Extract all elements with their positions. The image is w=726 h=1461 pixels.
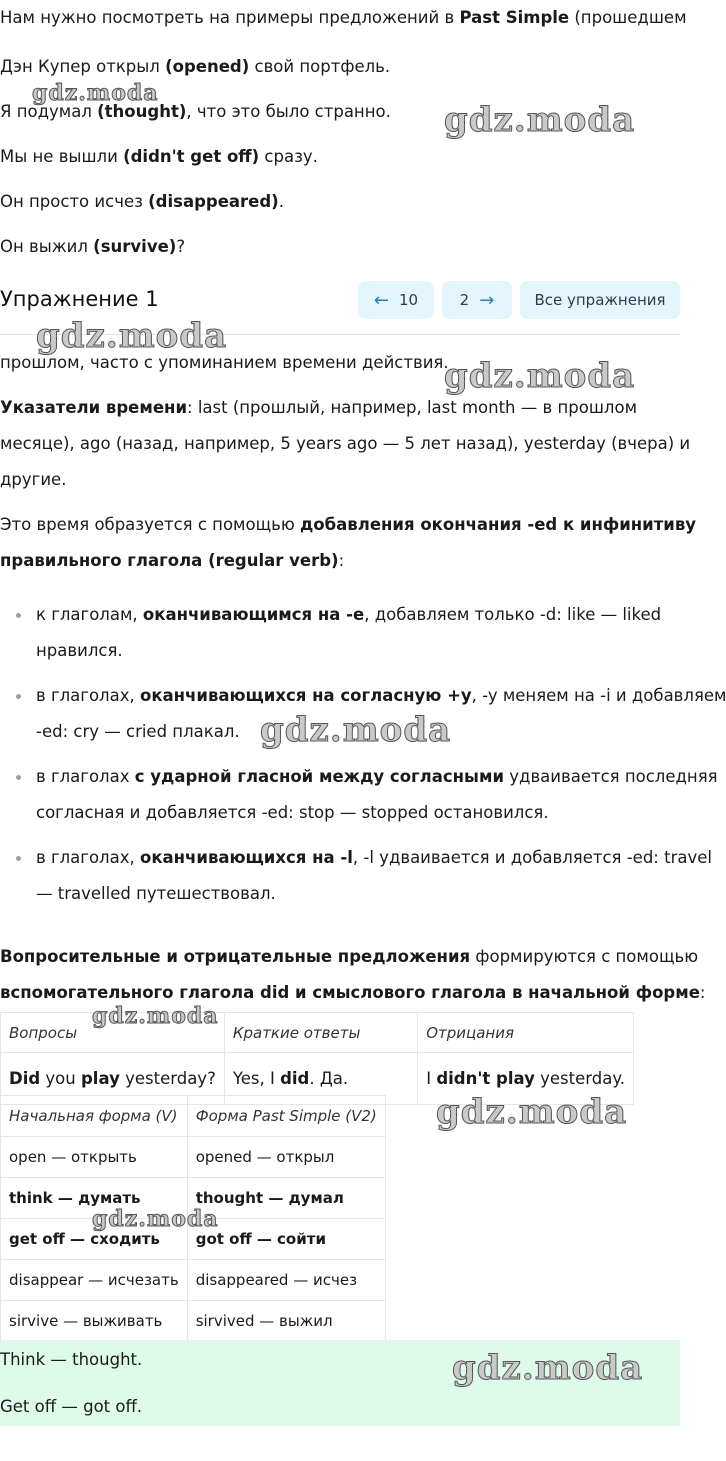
watermark: gdz.moda <box>92 1003 219 1029</box>
watermark: gdz.moda <box>436 1092 628 1132</box>
table-cell: sirvive — выживать <box>1 1301 188 1342</box>
intro-line-6: Он выжил (survive)? <box>0 237 186 256</box>
intro-line-3: Я подумал (thought), что это было странно. <box>0 102 391 121</box>
arrow-left-icon: ← <box>373 289 389 311</box>
prev-exercise-button[interactable]: ← 10 <box>358 281 434 319</box>
intro-line-5: Он просто исчез (disappeared). <box>0 192 284 211</box>
theory-line: прошлом, часто с упоминанием времени действия. <box>0 353 449 372</box>
table-header-row <box>1 1096 386 1137</box>
bullet-dot <box>16 775 21 780</box>
watermark: gdz.moda <box>444 356 636 396</box>
list-item-cont: нравился. <box>36 641 123 660</box>
table-row <box>1 1260 386 1301</box>
table-cell: I didn't play yesterday. <box>418 1053 634 1105</box>
questions-line-2: вспомогательного глагола did и смыслового глагола в начальной форме: <box>0 983 706 1002</box>
intro-line-2: Дэн Купер открыл (opened) свой портфель. <box>0 57 391 76</box>
time-markers-line-3: другие. <box>0 470 67 489</box>
formation-line-1: Это время образуется с помощью добавления окончания -ed к инфинитиву <box>0 515 697 534</box>
table-header-cell: Отрицания <box>418 1013 634 1053</box>
table-cell: open — открыть <box>1 1137 188 1178</box>
answer-line-2: Get off — got off. <box>0 1397 143 1416</box>
questions-line-1: Вопросительные и отрицательные предложения формируются с помощью <box>0 947 699 966</box>
intro-line-4: Мы не вышли (didn't get off) сразу. <box>0 147 318 166</box>
exercise-title: Упражнение 1 <box>0 287 159 311</box>
list-item-cont: — travelled путешествовал. <box>36 884 276 903</box>
table-header-cell: Вопросы <box>1 1013 225 1053</box>
list-item: в глаголах, оканчивающихся на согласную +y, -y меняем на -i и добавляем <box>36 686 726 705</box>
watermark: gdz.moda <box>92 1206 219 1232</box>
table-cell: Yes, I did. Да. <box>224 1053 417 1105</box>
watermark: gdz.moda <box>444 100 636 140</box>
list-item: в глаголах с ударной гласной между согласными удваивается последняя <box>36 767 718 786</box>
next-exercise-button[interactable]: 2 → <box>442 281 512 319</box>
watermark: gdz.moda <box>32 80 159 106</box>
table-cell: Did you play yesterday? <box>1 1053 225 1105</box>
table-header-cell: Форма Past Simple (V2) <box>187 1096 385 1137</box>
table-header-cell: Краткие ответы <box>224 1013 417 1053</box>
list-item-cont: согласная и добавляется -ed: stop — stopped остановился. <box>36 803 549 822</box>
table-row <box>1 1301 386 1342</box>
table-row <box>1 1137 386 1178</box>
time-markers-line-1: Указатели времени: last (прошлый, например, last month — в прошлом <box>0 398 638 417</box>
list-item-cont: -ed: cry — cried плакал. <box>36 722 240 741</box>
answer-line-1: Think — thought. <box>0 1350 143 1369</box>
watermark: gdz.moda <box>260 710 452 750</box>
bullet-dot <box>16 613 21 618</box>
table-cell: get off — сходить <box>1 1219 188 1260</box>
table-cell: thought — думал <box>187 1178 385 1219</box>
watermark: gdz.moda <box>452 1348 644 1388</box>
table-cell: think — думать <box>1 1178 188 1219</box>
table-cell: disappeared — исчез <box>187 1260 385 1301</box>
watermark: gdz.moda <box>36 316 228 356</box>
table-cell: sirvived — выжил <box>187 1301 385 1342</box>
time-markers-line-2: месяце), ago (назад, например, 5 years ago — 5 лет назад), yesterday (вчера) и <box>0 434 691 453</box>
table-cell: got off — сойти <box>187 1219 385 1260</box>
formation-line-2: правильного глагола (regular verb): <box>0 551 345 570</box>
list-item: в глаголах, оканчивающихся на -l, -l удваивается и добавляется -ed: travel <box>36 848 712 867</box>
bullet-dot <box>16 856 21 861</box>
intro-line-1: Нам нужно посмотреть на примеры предложений в Past Simple (прошедшем <box>0 8 687 27</box>
bullet-dot <box>16 694 21 699</box>
arrow-right-icon: → <box>479 289 495 311</box>
all-exercises-button[interactable]: Все упражнения <box>520 281 680 319</box>
table-cell: disappear — исчезать <box>1 1260 188 1301</box>
table-cell: opened — открыл <box>187 1137 385 1178</box>
table-header-cell: Начальная форма (V) <box>1 1096 188 1137</box>
list-item: к глаголам, оканчивающимся на -e, добавляем только -d: like — liked <box>36 605 662 624</box>
